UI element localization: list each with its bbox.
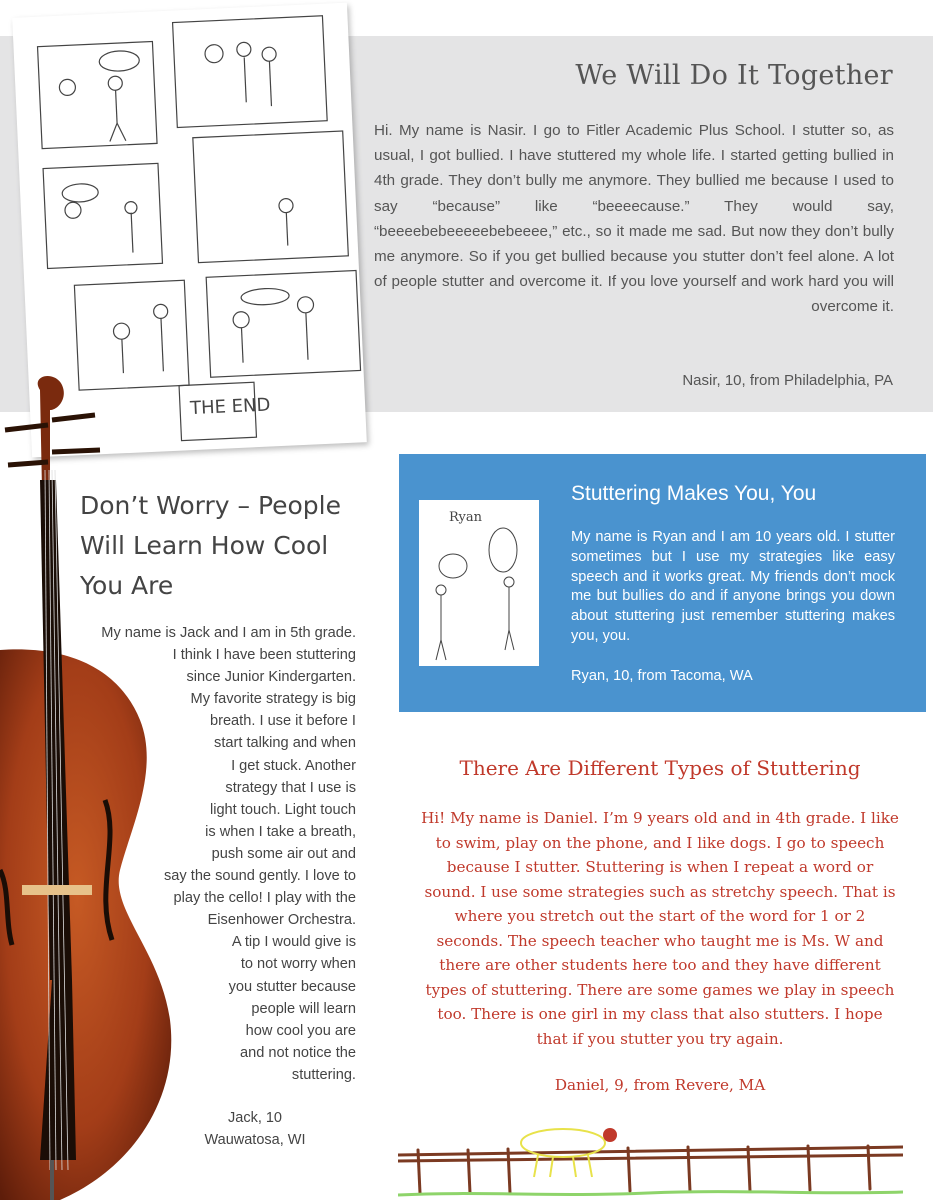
story2-body-line: My favorite strategy is big [190,691,356,708]
comic-end-text: THE END [189,394,271,420]
story2-body-line: push some air out and [211,845,356,862]
story2-body-line: people will learn [251,1000,356,1017]
story2-body-line: light touch. Light touch [209,801,356,818]
ryan-drawing-label: Ryan [449,510,483,525]
story2-body-line: Eisenhower Orchestra. [207,912,356,929]
story3-title: Stuttering Makes You, You [571,482,817,505]
crayon-fence-drawing [398,1115,903,1200]
story2-signature-line: Jack, 10 [228,1110,282,1126]
story4-signature: Daniel, 9, from Revere, MA [554,1076,766,1094]
story3-blue-box [399,454,926,712]
story2-title [80,486,370,606]
story2-body-line: since Junior Kindergarten. [186,669,356,686]
story2-body-line: how cool you are [245,1022,356,1039]
story2-title-line: Will Learn How Cool [80,531,329,560]
story1-title: We Will Do It Together [575,60,893,91]
story2-body-line: I get stuck. Another [231,757,356,774]
story4-body: Hi! My name is Daniel. I’m 9 years old and in 4th grade. I like to swim, play on the phone, and I like dogs. I go to speech because I stutter. Stuttering is when I repeat a word or sound. I use some strategies such as stretchy speech. That is where you stretch out the start of the word for 1 or 2 seconds. The speech teacher who taught me is Ms. W and there are other students here too and they have different types of stuttering. There are some games we play in speech too. There is one girl in my class that also stutters. I hope that if you stutter you try again. [421,809,899,1048]
story2-body-line: say the sound gently. I love to [164,868,356,885]
story2-body-line: is when I take a breath, [205,823,356,840]
story4-title: There Are Different Types of Stuttering [459,756,861,780]
story2-body-line: A tip I would give is [231,934,356,951]
story2-body-line: I think I have been stuttering [172,647,356,664]
story2-title-line: You Are [80,571,174,600]
story2-body-line: play the cello! I play with the [173,890,356,907]
story2-body-line: breath. I use it before I [209,713,356,730]
story3-body: My name is Ryan and I am 10 years old. I stutter sometimes but I use my strategies like easy speech and it works great. My friends don’t mock me but bullies do and if anyone brings you down about stuttering just remember stuttering makes you, you. [571,529,895,644]
story2-body-line: start talking and when [214,735,356,752]
story2-body-line: strategy that I use is [225,779,356,796]
story2-signature-line: Wauwatosa, WI [204,1132,306,1148]
story1-signature: Nasir, 10, from Philadelphia, PA [682,372,893,389]
story1-body: Hi. My name is Nasir. I go to Fitler Academic Plus School. I stutter so, as usual, I got bullied. I have stuttered my whole life. I started getting bullied in 4th grade. They don’t bully me anymore. They bullied me because I used to say “because” like “beeeecause.” They would say, “beeeebebeeeeebebeeee,” etc., so it made me sad. But now they don’t bully me anymore. So if you get bullied because you stutter don’t feel alone. A lot of people stutter and overcome it. If you love yourself and work hard you will overcome it. [374,122,894,316]
story2-body-line: and not notice the [239,1044,356,1061]
story2-body-line: to not worry when [240,956,356,973]
story2-title-line: Don’t Worry – People [80,491,341,520]
story2-signature [180,1107,330,1151]
story2-body-line: you stutter because [228,978,356,995]
story2-body-line: stuttering. [291,1066,356,1083]
ryan-drawing-image [419,500,539,666]
story2-body-line: My name is Jack and I am in 5th grade. [101,625,356,641]
story3-signature: Ryan, 10, from Tacoma, WA [571,668,753,684]
story2-body [78,622,356,1086]
